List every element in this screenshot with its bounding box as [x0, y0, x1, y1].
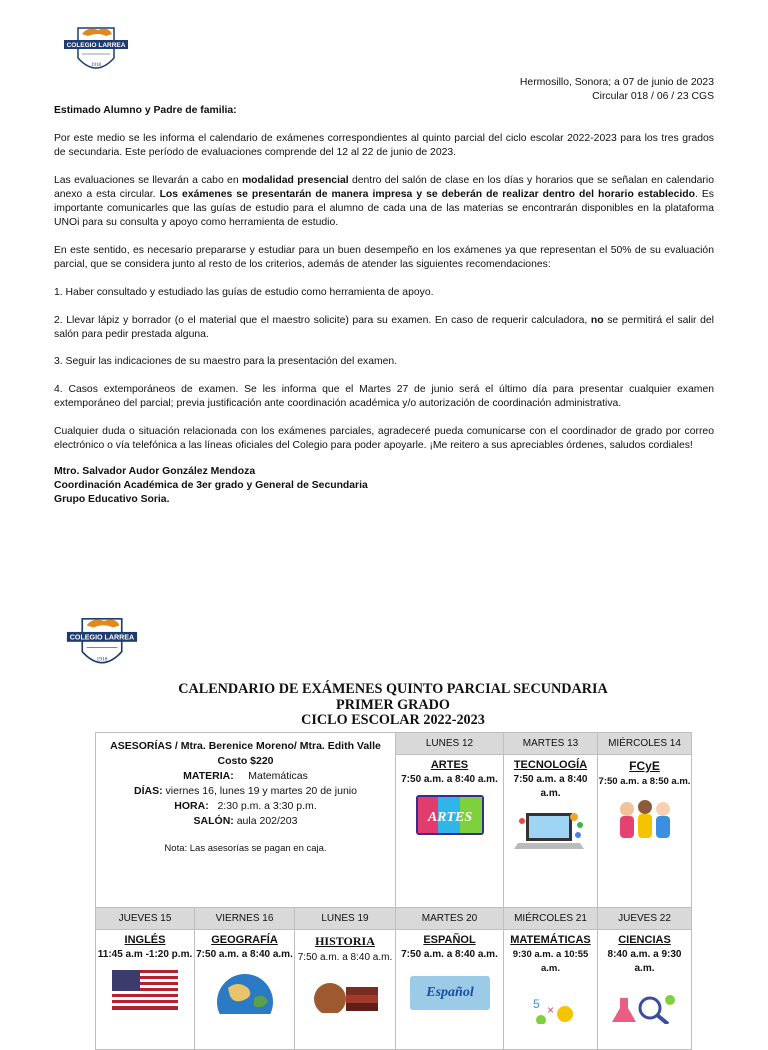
- paragraph-3: En este sentido, es necesario prepararse y estudiar para un buen desempeño en los exámenes ya que representan el 50% de su evaluación parcial, que se considera junto al resto de los criterios, además de atender las siguientes recomendaciones:: [54, 244, 714, 271]
- recommendation-1: 1. Haber consultado y estudiado las guías de estudio como herramienta de apoyo.: [54, 286, 434, 298]
- day-header: MIÉRCOLES 14: [598, 733, 692, 755]
- day-header: JUEVES 15: [96, 908, 195, 930]
- svg-text:COLEGIO LARREA: COLEGIO LARREA: [66, 42, 126, 49]
- svg-text:1918: 1918: [91, 63, 101, 68]
- exam-cell-ingles: INGLÉS 11:45 a.m -1:20 p.m.: [96, 930, 195, 1050]
- greeting: Estimado Alumno y Padre de familia:: [54, 105, 237, 116]
- arts-icon: [416, 795, 484, 835]
- letter-body: [54, 104, 714, 508]
- recommendation-3: 3. Seguir las indicaciones de su maestro para la presentación del examen.: [54, 356, 398, 368]
- signature-block: [54, 465, 714, 508]
- school-logo-2: [60, 610, 144, 678]
- math-icon: [521, 984, 581, 1024]
- exam-cell-artes: ARTES 7:50 a.m. a 8:40 a.m. ARTES: [396, 755, 504, 908]
- signature-name: Mtro. Salvador Audor González Mendoza: [54, 465, 256, 477]
- day-header: LUNES 12: [396, 733, 504, 755]
- usa-flag-icon: [112, 970, 178, 1010]
- day-header: MARTES 13: [504, 733, 598, 755]
- paragraph-5: Cualquier duda o situación relacionada con los exámenes parciales, agradeceré pueda comunicarse con el coordinador de grado por correo electrónico o vía telefónica a las líneas oficiales del Colegio para poder apoyarle. ¡Me reitero a sus apreciables órdenes, saludos cordiales!: [54, 426, 714, 452]
- svg-text:Español: Español: [425, 985, 474, 1000]
- day-header: VIERNES 16: [195, 908, 295, 930]
- day-header: JUEVES 22: [598, 908, 692, 930]
- school-logo: [58, 20, 134, 82]
- exam-cell-geografia: GEOGRAFÍA 7:50 a.m. a 8:40 a.m.: [195, 930, 295, 1050]
- place-date: Hermosillo, Sonora; a 07 de junio de 2023: [519, 77, 714, 88]
- svg-text:COLEGIO LARREA: COLEGIO LARREA: [69, 633, 135, 642]
- circular-number: Circular 018 / 06 / 23 CGS: [592, 91, 714, 103]
- svg-text:5: 5: [532, 997, 540, 1011]
- exam-calendar-table: [95, 732, 692, 1050]
- paragraph-1: Por este medio se les informa el calendario de exámenes correspondientes al quinto parcial del ciclo escolar 2022-2023 para los tres grados de secundaria. Este período de evaluaciones comprende del 12 al 22 de junio de 2023.: [54, 132, 714, 158]
- history-icon: [310, 973, 380, 1013]
- people-icon: [615, 797, 675, 843]
- svg-text:×: ×: [546, 1003, 554, 1017]
- recommendation-2: 2. Llevar lápiz y borrador (o el material que el maestro solicite) para su examen. En caso de requerir calculadora, no se permitirá el salir del salón para pedir prestada alguna.: [54, 314, 714, 340]
- paragraph-2: Las evaluaciones se llevarán a cabo en modalidad presencial dentro del salón de clase en los días y horarios que se señalan en calendario anexo a esta circular. Los exámenes se presentarán de manera impresa y se deberán de realizar dentro del horario establecido. Es importante comunicarles que las guías de estudio para el alumno de cada una de las materias se encontrarán disponibles en la plataforma UNOi para su consulta y apoyo como herramienta de estudio.: [54, 174, 715, 229]
- day-header: MIÉRCOLES 21: [504, 908, 598, 930]
- exam-cell-fcye: FCyE 7:50 a.m. a 8:50 a.m.: [598, 755, 692, 908]
- asesorias-cell: ASESORÍAS / Mtra. Berenice Moreno/ Mtra. Edith Valle Costo $220 MATERIA: Matemáticas DÍAS: viernes 16, lunes 19 y martes 20 de junio HORA: 2:30 p.m. a 3:30 p.m. SALÓN: aula 202/203 Nota: Las asesorías se pagan en caja.: [96, 733, 396, 908]
- exam-cell-matematicas: MATEMÁTICAS 9:30 a.m. a 10:55 a.m. 5 ×: [504, 930, 598, 1050]
- exam-cell-historia: HISTORIA 7:50 a.m. a 8:40 a.m.: [295, 930, 396, 1050]
- calendar-title: CALENDARIO DE EXÁMENES QUINTO PARCIAL SECUNDARIA PRIMER GRADO CICLO ESCOLAR 2022-2023: [178, 681, 608, 728]
- svg-text:1918: 1918: [96, 656, 108, 663]
- laptop-icon: [514, 809, 588, 851]
- science-icon: [610, 984, 680, 1024]
- globe-icon: [210, 970, 280, 1014]
- day-header: MARTES 20: [396, 908, 504, 930]
- recommendation-4: 4. Casos extemporáneos de examen. Se les informa que el Martes 27 de junio será el último día para presentar cualquier examen extemporáneo del parcial; previa justificación ante coordinación académica y/o autorización de coordinación administrativa.: [54, 384, 714, 410]
- signature-org: Grupo Educativo Soria.: [54, 494, 170, 506]
- letter-header: [520, 76, 714, 104]
- exam-cell-ciencias: CIENCIAS 8:40 a.m. a 9:30 a.m.: [598, 930, 692, 1050]
- exam-cell-espanol: ESPAÑOL 7:50 a.m. a 8:40 a.m. Español: [396, 930, 504, 1050]
- spanish-icon: [410, 970, 490, 1010]
- signature-role: Coordinación Académica de 3er grado y General de Secundaria: [54, 480, 368, 492]
- day-header: LUNES 19: [295, 908, 396, 930]
- svg-text:ARTES: ARTES: [427, 810, 472, 825]
- exam-cell-tecnologia: TECNOLOGÍA 7:50 a.m. a 8:40 a.m.: [504, 755, 598, 908]
